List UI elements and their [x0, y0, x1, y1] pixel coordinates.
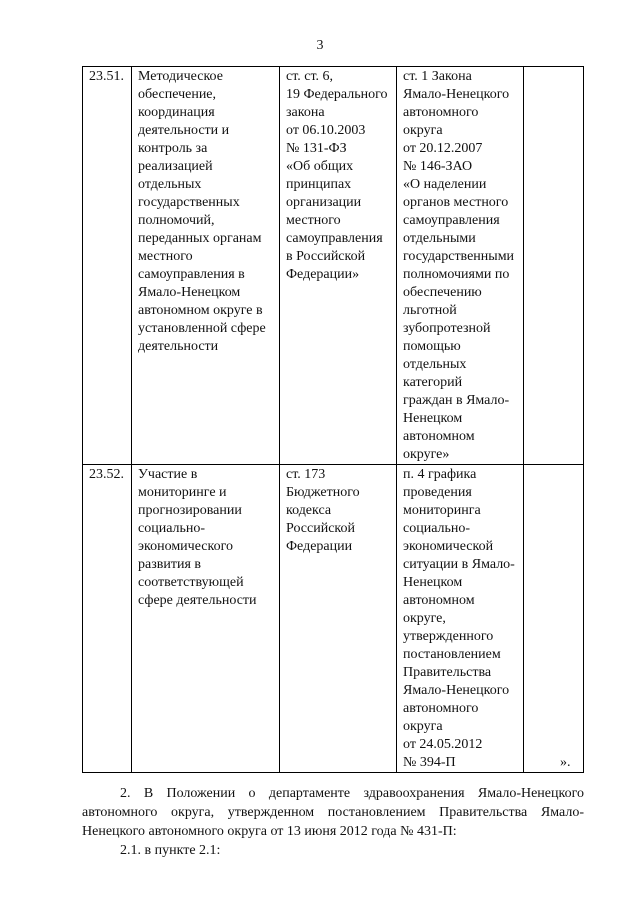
empty-cell	[524, 465, 584, 773]
row-number: 23.52.	[83, 465, 132, 773]
power-description: Участие в мониторинге и прогнозировании социально- экономического развития в соответствующей сфере деятельности	[132, 465, 280, 773]
federal-law-reference: ст. 173 Бюджетного кодекса Российской Федерации	[280, 465, 397, 773]
body-paragraph: 2. В Положении о департаменте здравоохранения Ямало-Ненецкого автономного округа, утвержденном постановлением Правительства Ямало-Ненецкого автономного округа от 13 июня 2012 года № 431-П:	[82, 786, 584, 839]
regional-law-reference: ст. 1 Закона Ямало-Ненецкого автономного округа от 20.12.2007 № 146-ЗАО «О наделении органов местного самоуправления отдельными государственными полномочиями по обеспечению льготной зубопротезной помощью отдельных категорий граждан в Ямало- Ненецком автономном округе»	[397, 67, 524, 465]
powers-table	[82, 66, 584, 773]
body-paragraph: 2.1. в пункте 2.1:	[120, 843, 221, 858]
federal-law-reference: ст. ст. 6, 19 Федерального закона от 06.10.2003 № 131-ФЗ «Об общих принципах организации местного самоуправления в Российской Федерации»	[280, 67, 397, 465]
empty-cell	[524, 67, 584, 465]
closing-quote: ».	[560, 755, 571, 770]
page-number: 3	[316, 38, 324, 53]
regional-law-reference: п. 4 графика проведения мониторинга социально- экономической ситуации в Ямало- Ненецком автономном округе, утвержденного постановлением Правительства Ямало-Ненецкого автономного округа от 24.05.2012 № 394-П	[397, 465, 524, 773]
table-row	[83, 67, 584, 465]
power-description: Методическое обеспечение, координация деятельности и контроль за реализацией отдельных государственных полномочий, переданных органам местного самоуправления в Ямало-Ненецком автономном округе в установленной сфере деятельности	[132, 67, 280, 465]
row-number: 23.51.	[83, 67, 132, 465]
table-row	[83, 465, 584, 773]
